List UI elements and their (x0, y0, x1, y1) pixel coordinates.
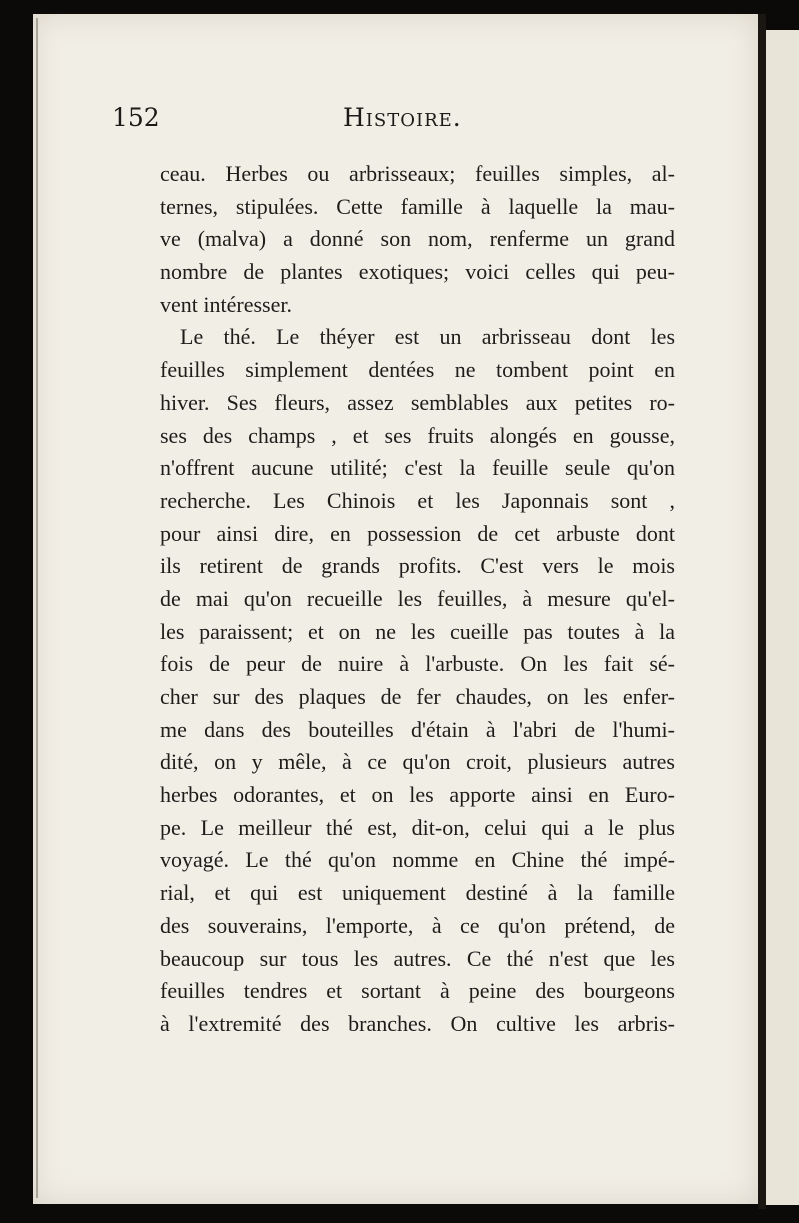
text-line: dité, on y mêle, à ce qu'on croit, plusieurs autres (160, 749, 675, 775)
text-line: des souverains, l'emporte, à ce qu'on prétend, de (160, 912, 675, 938)
text-line: hiver. Ses fleurs, assez semblables aux petites ro- (160, 389, 675, 415)
text-line: voyagé. Le thé qu'on nomme en Chine thé impé- (160, 847, 675, 873)
text-line: feuilles simplement dentées ne tombent point en (160, 357, 675, 383)
page-header (0, 103, 799, 143)
next-page-edge (762, 30, 799, 1205)
book-spine-gutter (758, 14, 766, 1209)
text-line: pour ainsi dire, en possession de cet arbuste dont (160, 520, 675, 546)
text-line: ternes, stipulées. Cette famille à laquelle la mau- (160, 193, 675, 219)
text-line: rial, et qui est uniquement destiné à la famille (160, 880, 675, 906)
text-line: n'offrent aucune utilité; c'est la feuille seule qu'on (160, 455, 675, 481)
text-line: fois de peur de nuire à l'arbuste. On les fait sé- (160, 651, 675, 677)
text-line: Le thé. Le théyer est un arbrisseau dont les (180, 324, 675, 350)
text-line: feuilles tendres et sortant à peine des bourgeons (160, 978, 675, 1004)
text-line: ve (malva) a donné son nom, renferme un grand (160, 226, 675, 252)
text-line: à l'extremité des branches. On cultive les arbris- (160, 1010, 675, 1036)
text-line: cher sur des plaques de fer chaudes, on les enfer- (160, 684, 675, 709)
text-line: beaucoup sur tous les autres. Ce thé n'est que les (160, 945, 675, 971)
text-line: ils retirent de grands profits. C'est vers le mois (160, 553, 675, 579)
body-text (160, 158, 675, 1041)
page-number: 152 (112, 103, 160, 132)
text-line: me dans des bouteilles d'étain à l'abri de l'humi- (160, 716, 675, 742)
page-border-line (36, 18, 38, 1198)
text-line: les paraissent; et on ne les cueille pas toutes à la (160, 618, 675, 644)
text-line: recherche. Les Chinois et les Japonnais sont , (160, 487, 675, 513)
text-line: vent intéresser. (160, 291, 292, 317)
running-title: Histoire. (343, 103, 462, 132)
text-line: de mai qu'on recueille les feuilles, à mesure qu'el- (160, 585, 675, 611)
text-line: ses des champs , et ses fruits alongés en gousse, (160, 422, 675, 448)
text-line: herbes odorantes, et on les apporte ainsi en Euro- (160, 782, 675, 808)
text-line: nombre de plantes exotiques; voici celles qui peu- (160, 259, 675, 285)
text-line: ceau. Herbes ou arbrisseaux; feuilles simples, al- (160, 161, 675, 186)
text-line: pe. Le meilleur thé est, dit-on, celui qui a le plus (160, 814, 675, 840)
